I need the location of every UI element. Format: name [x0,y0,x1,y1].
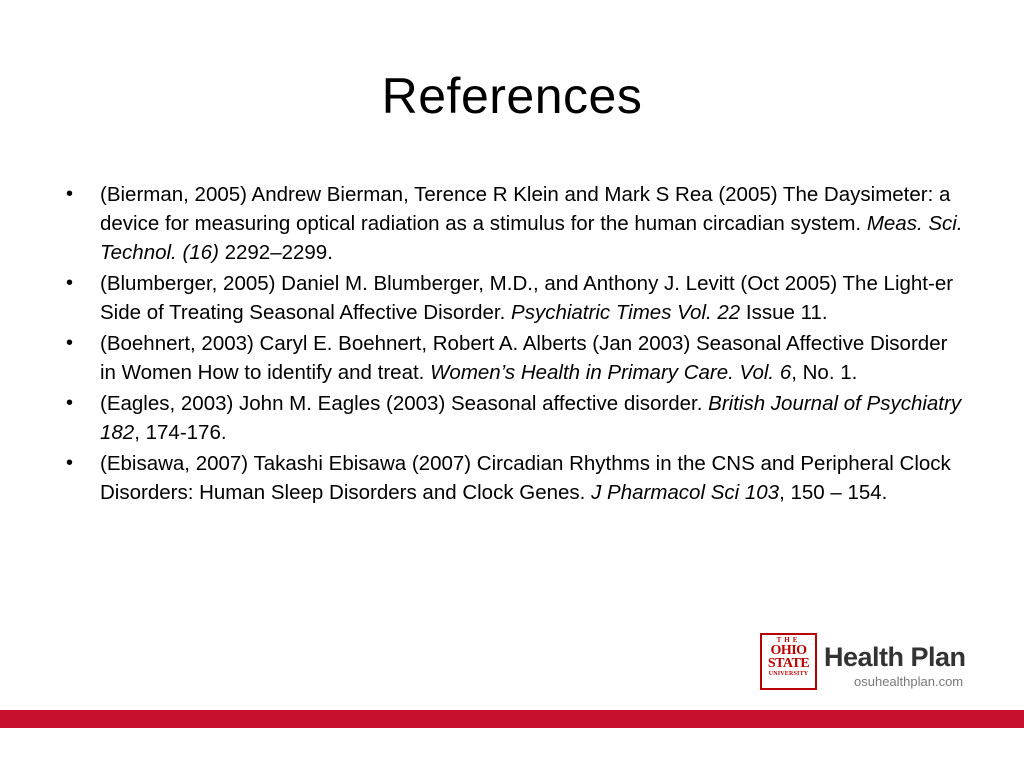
reference-source: British Journal of Psychiatry 182 [100,392,962,444]
health-plan-url: osuhealthplan.com [854,674,964,689]
reference-source: Women’s Health in Primary Care. Vol. 6 [430,361,792,384]
reference-text: (Eagles, 2003) John M. Eagles (2003) Seasonal affective disorder. [100,392,709,415]
footer-accent-bar [0,710,1024,728]
reference-text: 2292–2299. [218,241,333,264]
seal-line-ohio: OHIO [770,643,807,658]
reference-text: , 174-176. [134,421,227,444]
bullet-icon: • [66,392,74,414]
seal-line-the: THE [776,636,801,644]
reference-item [66,329,966,387]
reference-text: (Boehnert, 2003) Caryl E. Boehnert, Robert A. Alberts (Jan 2003) Seasonal Affective Disorder in Women How to identify and treat. [100,332,948,384]
reference-source: Psychiatric Times Vol. 22 [511,301,741,324]
bullet-icon: • [66,332,74,354]
bullet-icon: • [66,452,74,474]
reference-text: (Bierman, 2005) Andrew Bierman, Terence R Klein and Mark S Rea (2005) The Daysimeter: a device for measuring optical radiation as a stimulus for the human circadian system. [100,183,951,235]
seal-line-state: STATE [767,656,810,671]
reference-item [66,180,966,267]
reference-text: Issue 11. [740,301,828,324]
health-plan-logo [760,633,980,693]
health-plan-name: Health Plan [824,642,966,672]
slide-title: References [381,68,643,124]
reference-source: Meas. Sci. Technol. (16) [100,212,963,264]
ohio-state-seal [760,633,817,690]
reference-item [66,389,966,447]
reference-text: , No. 1. [791,361,858,384]
reference-text: (Ebisawa, 2007) Takashi Ebisawa (2007) Circadian Rhythms in the CNS and Peripheral Clock Disorders: Human Sleep Disorders and Clock Genes. [100,452,951,504]
bullet-icon: • [66,183,74,205]
bullet-icon: • [66,272,74,294]
reference-source: J Pharmacol Sci 103 [591,481,780,504]
reference-text: , 150 – 154. [779,481,888,504]
reference-item [66,269,966,327]
reference-text: (Blumberger, 2005) Daniel M. Blumberger, M.D., and Anthony J. Levitt (Oct 2005) The Light-er Side of Treating Seasonal Affective Disorder. [100,272,954,324]
seal-line-university: UNIVERSITY [768,671,809,677]
reference-item [66,449,966,507]
reference-list [66,180,966,509]
